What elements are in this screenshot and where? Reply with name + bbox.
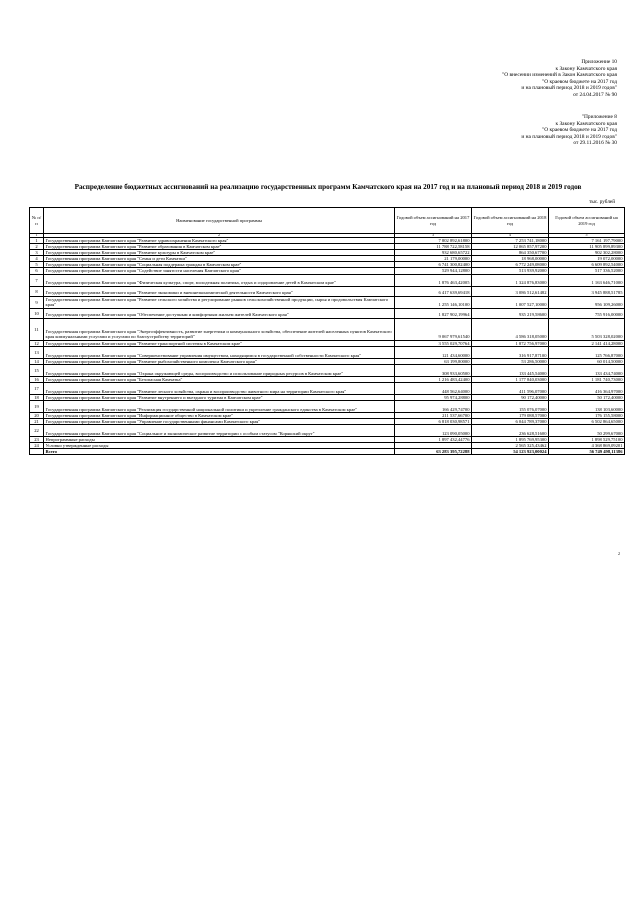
value-2019: 11 905 899,89300 bbox=[549, 244, 625, 250]
value-2019: 1 181 740,73000 bbox=[549, 376, 625, 382]
value-2017: 123 090,05000 bbox=[395, 425, 472, 437]
total-2018: 54 123 923,00024 bbox=[472, 449, 549, 455]
document-header-original bbox=[521, 114, 617, 147]
row-number: 9 bbox=[30, 296, 44, 308]
col-header-2018: Годовой объем ассигнований на 2018 год bbox=[472, 208, 549, 234]
table-row bbox=[30, 308, 625, 318]
value-2018: 1 895 769,95300 bbox=[472, 437, 549, 443]
row-number: 21 bbox=[30, 419, 44, 425]
value-2019: 755 916,00000 bbox=[549, 308, 625, 318]
value-2017: 308 933,60500 bbox=[395, 364, 472, 376]
colnum-3: 3 bbox=[395, 234, 472, 238]
value-2018: 12 065 857,97200 bbox=[472, 244, 549, 250]
value-2017: 211 537,66700 bbox=[395, 412, 472, 418]
program-name: Государственная программа Камчатского края "Развитие образования в Камчатском крае" bbox=[44, 244, 395, 250]
value-2017: 448 562,64000 bbox=[395, 382, 472, 394]
row-number: 3 bbox=[30, 250, 44, 256]
row-number: 1 bbox=[30, 238, 44, 244]
total-2019: 56 749 498,11386 bbox=[549, 449, 625, 455]
col-header-2019: Годовой объем ассигнований на 2019 год bbox=[549, 208, 625, 234]
value-2017: 1 255 146,10100 bbox=[395, 296, 472, 308]
value-2017: 11 788 722,58158 bbox=[395, 244, 472, 250]
program-name: Государственная программа Камчатского края "Обеспечение доступным и комфортным жильем жителей Камчатского края" bbox=[44, 308, 395, 318]
value-2018: 513 939,92000 bbox=[472, 268, 549, 274]
col-header-name: Наименование государственной программы bbox=[44, 208, 395, 234]
value-2018: 6 772 249,08000 bbox=[472, 262, 549, 268]
row-number: 7 bbox=[30, 274, 44, 286]
value-2017: 6 417 639,69418 bbox=[395, 286, 472, 296]
table-row bbox=[30, 274, 625, 286]
program-name: Государственная программа Камчатского края "Информационное общество в Камчатском крае" bbox=[44, 412, 395, 418]
row-number: 24 bbox=[30, 443, 44, 449]
header1-line: от 24.04.2017 № 90 bbox=[573, 91, 617, 98]
row-number: 10 bbox=[30, 308, 44, 318]
value-2018: 1 177 840,03000 bbox=[472, 376, 549, 382]
header2-line: к Закону Камчатского края bbox=[555, 120, 617, 127]
header1-line: и на плановый период 2018 и 2019 годов" bbox=[521, 85, 617, 92]
program-name: Государственная программа Камчатского края "Развитие внутреннего и въездного туризма в Камчатском крае" bbox=[44, 394, 395, 400]
value-2018: 133 445,54000 bbox=[472, 364, 549, 376]
page-mark: 2 bbox=[618, 551, 620, 556]
table-body bbox=[30, 238, 625, 449]
program-name: Государственная программа Камчатского края "Семья и дети Камчатки" bbox=[44, 256, 395, 262]
table-row bbox=[30, 318, 625, 340]
value-2019: 1 898 529,75100 bbox=[549, 437, 625, 443]
value-2019: 902 302,28000 bbox=[549, 250, 625, 256]
table-row bbox=[30, 400, 625, 412]
value-2017: 3 555 029,70764 bbox=[395, 340, 472, 346]
total-label: Всего bbox=[44, 449, 395, 455]
value-2019: 3 945 888,51785 bbox=[549, 286, 625, 296]
header1-line: к Закону Камчатского края bbox=[555, 65, 617, 72]
header1-line: "О краевом бюджете на 2017 год bbox=[542, 78, 617, 85]
value-2019: 176 155,58000 bbox=[549, 412, 625, 418]
value-2019: 50 299,67000 bbox=[549, 425, 625, 437]
value-2018: 1 872 756,97000 bbox=[472, 340, 549, 346]
value-2018: 4 586 318,05000 bbox=[472, 318, 549, 340]
value-2018: 1 007 527,10000 bbox=[472, 296, 549, 308]
value-2017: 7 802 892,61800 bbox=[395, 238, 472, 244]
value-2018: 935 219,58600 bbox=[472, 308, 549, 318]
value-2018: 236 628,51600 bbox=[472, 425, 549, 437]
program-name: Непрограммные расходы bbox=[44, 437, 395, 443]
units-label: тыс. рублей bbox=[589, 199, 615, 205]
value-2017: 1 827 902,19964 bbox=[395, 308, 472, 318]
total-2017: 63 283 395,72288 bbox=[395, 449, 472, 455]
program-name: Государственная программа Камчатского края "Развитие рыбохозяйственного комплекса Камчатского края" bbox=[44, 358, 395, 364]
program-name: Государственная программа Камчатского края "Развитие транспортной системы в Камчатском крае" bbox=[44, 340, 395, 346]
program-name: Государственная программа Камчатского края "Совершенствование управления имуществом, находящимся в государственной собственности Камчатского края" bbox=[44, 346, 395, 358]
row-number: 20 bbox=[30, 412, 44, 418]
col-header-num: № п/п bbox=[30, 208, 44, 234]
program-name: Государственная программа Камчатского края "Развитие сельского хозяйства и регулирование рынков сельскохозяйственной продукции, сырья и продовольствия Камчатского края" bbox=[44, 296, 395, 308]
value-2018: 1 324 876,83000 bbox=[472, 274, 549, 286]
value-2017: 121 434,60000 bbox=[395, 346, 472, 358]
value-2019: 6 502 864,65000 bbox=[549, 419, 625, 425]
row-number: 13 bbox=[30, 346, 44, 358]
colnum-1: 1 bbox=[30, 234, 44, 238]
row-number: 5 bbox=[30, 262, 44, 268]
document-title: Распределение бюджетных ассигнований на реализацию государственных программ Камчатского края на 2017 год и на плановый период 2018 и 2019 годов bbox=[74, 183, 582, 191]
row-number: 19 bbox=[30, 400, 44, 412]
program-name: Государственная программа Камчатского края "Физическая культура, спорт, молодежная политика, отдых и оздоровление детей в Камчатском крае" bbox=[44, 274, 395, 286]
value-2019: 956 109,26000 bbox=[549, 296, 625, 308]
value-2019: 19 072,00000 bbox=[549, 256, 625, 262]
value-2019: 4 368 869,09201 bbox=[549, 443, 625, 449]
row-number: 16 bbox=[30, 376, 44, 382]
value-2017: 529 944,12800 bbox=[395, 268, 472, 274]
value-2019: 133 434,74000 bbox=[549, 364, 625, 376]
header2-line: и на плановый период 2018 и 2019 годов" bbox=[521, 133, 617, 140]
row-number: 22 bbox=[30, 425, 44, 437]
total-row bbox=[30, 449, 625, 455]
header2-line: "Приложение 8 bbox=[581, 114, 617, 120]
value-2018: 316 917,87100 bbox=[472, 346, 549, 358]
program-name: Государственная программа Камчатского края "Реализация государственной национальной политики и укрепление гражданского единства в Камчатском крае" bbox=[44, 400, 395, 412]
row-number: 2 bbox=[30, 244, 44, 250]
value-2017: 1 216 483,42400 bbox=[395, 376, 472, 382]
value-2019: 125 766,87000 bbox=[549, 346, 625, 358]
value-2019: 1 163 646,71000 bbox=[549, 274, 625, 286]
program-name: Условно утвержденные расходы bbox=[44, 443, 395, 449]
value-2018: 3 086 512,61482 bbox=[472, 286, 549, 296]
program-name: Государственная программа Камчатского края "Охрана окружающей среды, воспроизводство и использование природных ресурсов в Камчатском крае" bbox=[44, 364, 395, 376]
value-2017: 21 179,00000 bbox=[395, 256, 472, 262]
program-name: Государственная программа Камчатского края "Развитие здравоохранения Камчатского края" bbox=[44, 238, 395, 244]
program-name: Государственная программа Камчатского края "Безопасная Камчатка" bbox=[44, 376, 395, 382]
row-number: 23 bbox=[30, 437, 44, 443]
row-number: 17 bbox=[30, 382, 44, 394]
col-header-2017: Годовой объем ассигнований на 2017 год bbox=[395, 208, 472, 234]
value-2018: 53 286,50000 bbox=[472, 358, 549, 364]
program-name: Государственная программа Камчатского края "Развитие лесного хозяйства, охрана и воспроизводство животного мира на территории Камчатского края" bbox=[44, 382, 395, 394]
program-name: Государственная программа Камчатского края "Социальная поддержка граждан в Камчатском крае" bbox=[44, 262, 395, 268]
value-2018: 7 253 741,18000 bbox=[472, 238, 549, 244]
value-2017: 95 974,28800 bbox=[395, 394, 472, 400]
header2-line: "О краевом бюджете на 2017 год bbox=[542, 127, 617, 134]
header2-line: от 29.11.2016 № 30 bbox=[573, 140, 617, 147]
value-2017: 6 818 030,98571 bbox=[395, 419, 472, 425]
colnum-4: 4 bbox=[472, 234, 549, 238]
value-2018: 2 565 325,43462 bbox=[472, 443, 549, 449]
value-2019: 7 161 197,79000 bbox=[549, 238, 625, 244]
value-2019: 2 141 414,28000 bbox=[549, 340, 625, 346]
value-2019: 50 172,40000 bbox=[549, 394, 625, 400]
document-header-amendment bbox=[502, 59, 617, 99]
value-2019: 5 503 328,02000 bbox=[549, 318, 625, 340]
table-row bbox=[30, 425, 625, 437]
value-2018: 179 088,57000 bbox=[472, 412, 549, 418]
value-2018: 90 172,40000 bbox=[472, 394, 549, 400]
program-name: Государственная программа Камчатского края "Развитие культуры в Камчатском крае" bbox=[44, 250, 395, 256]
table-row bbox=[30, 286, 625, 296]
row-number: 12 bbox=[30, 340, 44, 346]
row-number: 8 bbox=[30, 286, 44, 296]
value-2017: 932 680,65722 bbox=[395, 250, 472, 256]
value-2018: 6 044 789,37000 bbox=[472, 419, 549, 425]
row-number: 18 bbox=[30, 394, 44, 400]
colnum-2: 2 bbox=[44, 234, 395, 238]
value-2017: 166 429,74700 bbox=[395, 400, 472, 412]
row-number: 14 bbox=[30, 358, 44, 364]
program-name: Государственная программа Камчатского края "Развитие экономики и внешнеэкономической деятельности Камчатского края" bbox=[44, 286, 395, 296]
value-2019: 517 336,52000 bbox=[549, 268, 625, 274]
value-2019: 416 364,97000 bbox=[549, 382, 625, 394]
table-row bbox=[30, 364, 625, 376]
value-2018: 155 076,07000 bbox=[472, 400, 549, 412]
value-2018: 18 968,00000 bbox=[472, 256, 549, 262]
value-2017: 9 067 979,61540 bbox=[395, 318, 472, 340]
value-2018: 864 350,67700 bbox=[472, 250, 549, 256]
value-2017: 63 199,80000 bbox=[395, 358, 472, 364]
table-row bbox=[30, 346, 625, 358]
value-2019: 6 609 892,54000 bbox=[549, 262, 625, 268]
program-name: Государственная программа Камчатского края "Содействие занятости населения Камчатского края" bbox=[44, 268, 395, 274]
table-row bbox=[30, 296, 625, 308]
budget-programs-table bbox=[29, 207, 625, 455]
row-number: 15 bbox=[30, 364, 44, 376]
program-name: Государственная программа Камчатского края "Социальное и экономическое развитие территории с особым статусом "Корякский округ" bbox=[44, 425, 395, 437]
program-name: Государственная программа Камчатского края "Управление государственными финансами Камчатского края" bbox=[44, 419, 395, 425]
value-2018: 411 596,07000 bbox=[472, 382, 549, 394]
header1-line: "О внесении изменений в Закон Камчатского края bbox=[502, 72, 617, 79]
table-row bbox=[30, 382, 625, 394]
row-number: 11 bbox=[30, 318, 44, 340]
value-2017: 1 897 432,44776 bbox=[395, 437, 472, 443]
value-2019: 60 014,50000 bbox=[549, 358, 625, 364]
row-number: 6 bbox=[30, 268, 44, 274]
value-2019: 138 103,60000 bbox=[549, 400, 625, 412]
total-cell-num bbox=[30, 449, 44, 455]
value-2017: 6 741 300,82400 bbox=[395, 262, 472, 268]
row-number: 4 bbox=[30, 256, 44, 262]
program-name: Государственная программа Камчатского края "Энергоэффективность, развитие энергетики и коммунального хозяйства, обеспечение жителей населенных пунктов Камчатского края коммунальными услугами и услугами по благоустройству территорий" bbox=[44, 318, 395, 340]
colnum-5: 5 bbox=[549, 234, 625, 238]
value-2017: 1 876 463,42005 bbox=[395, 274, 472, 286]
header1-line: Приложение 10 bbox=[581, 59, 617, 65]
